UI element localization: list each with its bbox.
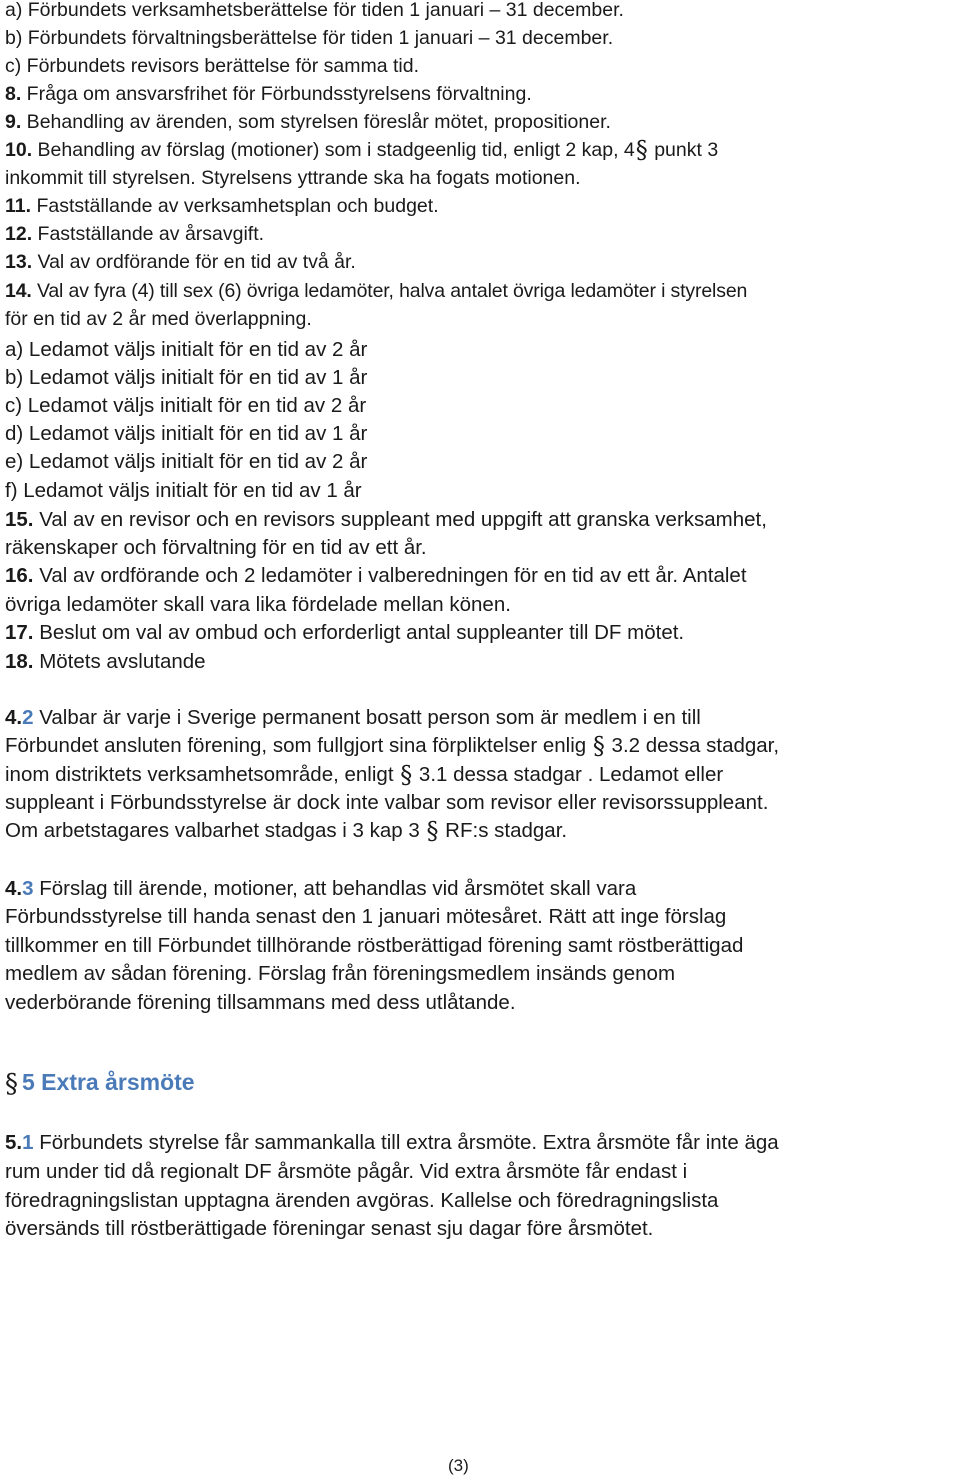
text-line (5, 1187, 718, 1215)
line-text: Fastställande av årsavgift. (32, 223, 265, 245)
line-text: föredragningslistan upptagna ärenden avgöras. Kallelse och föredragningslista (5, 1189, 719, 1212)
text-line (5, 506, 767, 534)
line-text-continued: punkt 3 (648, 139, 719, 161)
text-line (5, 1129, 779, 1157)
line-text: Om arbetstagares valbarhet stadgas i 3 kap 3 (5, 819, 426, 842)
line-text: medlem av sådan förening. Förslag från föreningsmedlem insänds genom (5, 962, 676, 985)
item-subnumber: 2 (22, 706, 34, 729)
item-number: 5. (5, 1131, 23, 1154)
item-number: 12. (5, 223, 33, 245)
section-sign: § (5, 1069, 18, 1099)
line-text: Förbundet ansluten förening, som fullgjort sina förpliktelser enlig (5, 734, 592, 757)
line-text: b) Förbundets förvaltningsberättelse för tiden 1 januari – 31 december. (5, 27, 614, 49)
text-line (5, 164, 581, 192)
page-number: (3) (448, 1456, 469, 1475)
line-text: e) Ledamot väljs initialt för en tid av 2 år (5, 450, 368, 473)
text-line (5, 364, 367, 392)
item-number: 17. (5, 621, 34, 644)
text-line (5, 648, 206, 676)
text-line (5, 80, 532, 108)
item-number: 18. (5, 650, 34, 673)
text-line (5, 52, 419, 80)
line-text: c) Ledamot väljs initialt för en tid av 2 år (5, 394, 367, 417)
item-number: 16. (5, 564, 34, 587)
line-text: Förbundsstyrelse till handa senast den 1 januari mötesåret. Rätt att inge förslag (5, 905, 727, 928)
text-line (5, 875, 636, 903)
line-text: vederbörande förening tillsammans med dess utlåtande. (5, 991, 516, 1014)
text-line (5, 448, 367, 476)
line-text: inkommit till styrelsen. Styrelsens yttrande ska ha fogats motionen. (5, 167, 581, 189)
line-text-continued: 3.1 dessa stadgar . Ledamot eller (413, 763, 724, 786)
text-line (5, 562, 747, 590)
item-number: 13. (5, 251, 33, 273)
line-text: Mötets avslutande (33, 650, 206, 673)
text-line (5, 248, 356, 276)
line-text: Förbundets styrelse får sammankalla till extra årsmöte. Extra årsmöte får inte äga (33, 1131, 779, 1154)
line-text: Val av ordförande för en tid av två år. (32, 251, 356, 273)
line-text: Val av en revisor och en revisors suppleant med uppgift att granska verksamhet, (33, 508, 767, 531)
line-text: rum under tid då regionalt DF årsmöte pågår. Vid extra årsmöte får endast i (5, 1160, 688, 1183)
line-text: Behandling av ärenden, som styrelsen föreslår mötet, propositioner. (21, 111, 611, 133)
text-line (5, 789, 768, 817)
item-number: 14. (5, 280, 32, 302)
text-line (5, 817, 567, 845)
text-line (5, 24, 613, 52)
text-line (5, 960, 675, 988)
line-text: övriga ledamöter skall vara lika fördelade mellan könen. (5, 593, 511, 616)
line-text: Val av ordförande och 2 ledamöter i valberedningen för en tid av ett år. Antalet (33, 564, 747, 587)
text-line (5, 192, 439, 220)
line-text: tillkommer en till Förbundet tillhörande röstberättigad förening samt röstberättigad (5, 934, 744, 957)
line-text: Beslut om val av ombud och erforderligt antal suppleanter till DF mötet. (33, 621, 685, 644)
text-line (5, 0, 624, 24)
line-text: Förslag till ärende, motioner, att behandlas vid årsmötet skall vara (33, 877, 637, 900)
item-number: 10. (5, 139, 33, 161)
text-line (5, 220, 264, 248)
text-line (5, 932, 743, 960)
text-line (5, 336, 367, 364)
line-text: för en tid av 2 år med överlappning. (5, 308, 312, 330)
line-text: suppleant i Förbundsstyrelse är dock inte valbar som revisor eller revisorssuppleant. (5, 791, 769, 814)
text-line (5, 108, 611, 136)
section-sign: § (400, 761, 413, 789)
text-line (5, 277, 747, 305)
text-line (5, 420, 367, 448)
line-text: d) Ledamot väljs initialt för en tid av 1 år (5, 422, 368, 445)
section-sign: § (592, 732, 605, 760)
text-line (5, 591, 511, 619)
line-text: f) Ledamot väljs initialt för en tid av 1 år (5, 479, 362, 502)
text-line (5, 136, 718, 164)
line-text: b) Ledamot väljs initialt för en tid av 1 år (5, 366, 368, 389)
line-text: översänds till röstberättigade föreningar senast sju dagar före årsmötet. (5, 1217, 654, 1240)
line-text: c) Förbundets revisors berättelse för samma tid. (5, 55, 419, 77)
text-line (5, 1215, 653, 1243)
item-subnumber: 3 (22, 877, 34, 900)
item-number: 15. (5, 508, 34, 531)
section-sign: § (426, 817, 439, 845)
text-line (5, 989, 516, 1017)
text-line (5, 761, 723, 789)
text-line (5, 305, 312, 333)
section-heading-text: 5 Extra årsmöte (22, 1069, 195, 1095)
section-heading (5, 1067, 195, 1099)
line-text: inom distriktets verksamhetsområde, enligt (5, 763, 400, 786)
item-number: 4. (5, 706, 23, 729)
text-line (5, 903, 726, 931)
line-text: a) Förbundets verksamhetsberättelse för tiden 1 januari – 31 december. (5, 0, 624, 21)
line-text: a) Ledamot väljs initialt för en tid av 2 år (5, 338, 368, 361)
text-line (5, 704, 701, 732)
text-line (5, 732, 779, 760)
line-text-continued: RF:s stadgar. (439, 819, 568, 842)
item-number: 8. (5, 83, 22, 105)
line-text: räkenskaper och förvaltning för en tid av ett år. (5, 536, 427, 559)
line-text: Valbar är varje i Sverige permanent bosatt person som är medlem i en till (33, 706, 701, 729)
text-line (5, 534, 427, 562)
text-line (5, 392, 366, 420)
text-line (5, 477, 362, 505)
line-text: Val av fyra (4) till sex (6) övriga ledamöter, halva antalet övriga ledamöter i styrelsen (31, 280, 748, 302)
text-line (5, 619, 684, 647)
text-line (5, 1158, 687, 1186)
line-text: Fastställande av verksamhetsplan och budget. (31, 195, 439, 217)
item-number: 11. (5, 195, 32, 217)
line-text-continued: 3.2 dessa stadgar, (605, 734, 780, 757)
line-text: Fråga om ansvarsfrihet för Förbundsstyrelsens förvaltning. (21, 83, 532, 105)
item-number: 9. (5, 111, 22, 133)
line-text: Behandling av förslag (motioner) som i stadgeenlig tid, enligt 2 kap, 4 (32, 139, 635, 161)
item-subnumber: 1 (22, 1131, 34, 1154)
item-number: 4. (5, 877, 23, 900)
section-sign: § (635, 136, 648, 164)
